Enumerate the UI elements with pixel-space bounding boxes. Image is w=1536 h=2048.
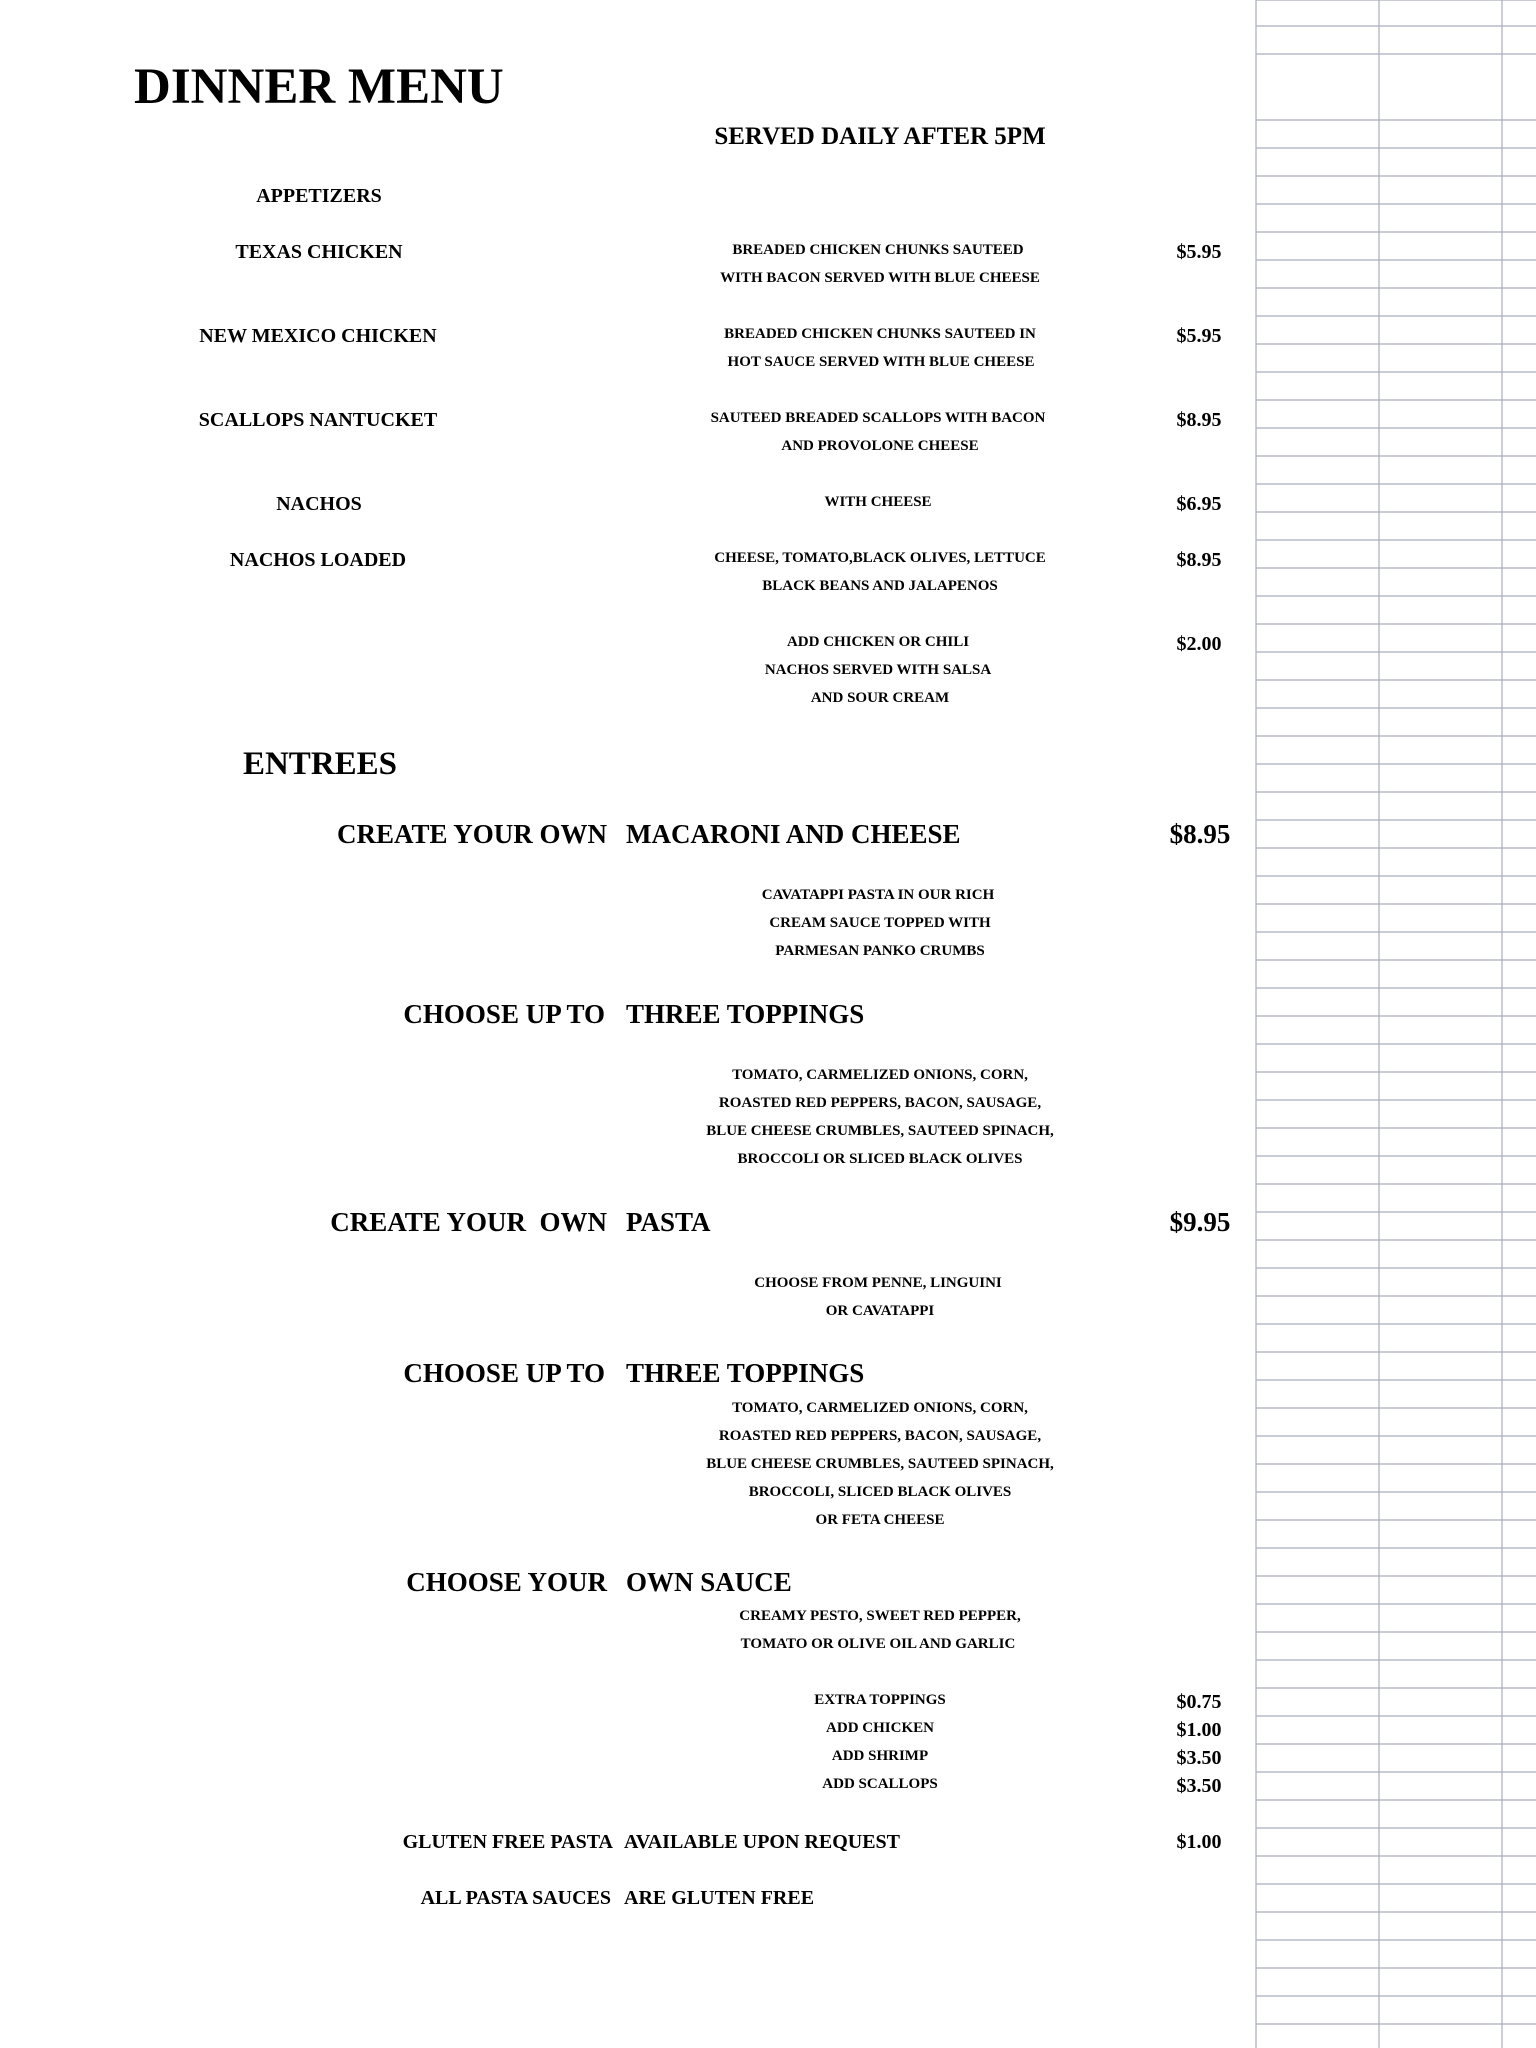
item-price: $8.95 [1176, 409, 1222, 431]
page-title: DINNER MENU [134, 59, 504, 115]
addon-price: $2.00 [1176, 633, 1222, 655]
toppings-label-left: CHOOSE UP TO [403, 999, 605, 1029]
item-name: TEXAS CHICKEN [235, 241, 403, 263]
gluten-free-right: AVAILABLE UPON REQUEST [624, 1831, 901, 1853]
sauce-label-left: CHOOSE YOUR [406, 1567, 607, 1597]
entree-price: $8.95 [1169, 819, 1231, 849]
sauce-list: CREAMY PESTO, SWEET RED PEPPER, [739, 1608, 1021, 1624]
item-desc: WITH BACON SERVED WITH BLUE CHEESE [720, 270, 1040, 286]
toppings-list: ROASTED RED PEPPERS, BACON, SAUSAGE, [718, 1428, 1042, 1444]
toppings-list: BROCCOLI OR SLICED BLACK OLIVES [737, 1151, 1023, 1167]
item-price: $5.95 [1176, 325, 1222, 347]
item-desc: BREADED CHICKEN CHUNKS SAUTEED IN [724, 326, 1036, 342]
toppings-list: BLUE CHEESE CRUMBLES, SAUTEED SPINACH, [706, 1456, 1054, 1472]
entree-label-right: PASTA [626, 1207, 711, 1237]
toppings-list: TOMATO, CARMELIZED ONIONS, CORN, [732, 1067, 1028, 1083]
item-desc: CHEESE, TOMATO,BLACK OLIVES, LETTUCE [714, 550, 1046, 566]
entree-desc: PARMESAN PANKO CRUMBS [775, 943, 985, 959]
extra-label: ADD CHICKEN [826, 1720, 934, 1736]
addon-desc: ADD CHICKEN OR CHILI [786, 634, 970, 650]
extra-price: $3.50 [1176, 1775, 1222, 1797]
toppings-list: BROCCOLI, SLICED BLACK OLIVES [748, 1484, 1012, 1500]
sauces-note-right: ARE GLUTEN FREE [624, 1887, 815, 1909]
extra-label: ADD SHRIMP [831, 1748, 929, 1764]
toppings-list: OR FETA CHEESE [815, 1512, 945, 1528]
item-desc: HOT SAUCE SERVED WITH BLUE CHEESE [727, 354, 1035, 370]
item-desc: AND PROVOLONE CHEESE [781, 438, 979, 454]
addon-desc: NACHOS SERVED WITH SALSA [764, 662, 992, 678]
entree-desc: OR CAVATAPPI [825, 1303, 935, 1319]
entree-desc: CHOOSE FROM PENNE, LINGUINI [754, 1275, 1002, 1291]
item-price: $5.95 [1176, 241, 1222, 263]
entree-desc: CAVATAPPI PASTA IN OUR RICH [761, 887, 995, 903]
entrees-heading: ENTREES [242, 746, 398, 782]
extra-label: ADD SCALLOPS [822, 1776, 938, 1792]
extra-price: $0.75 [1176, 1691, 1222, 1713]
toppings-label-right: THREE TOPPINGS [626, 1358, 865, 1388]
extra-price: $1.00 [1176, 1719, 1222, 1741]
page-subtitle: SERVED DAILY AFTER 5PM [714, 123, 1046, 150]
extra-label: EXTRA TOPPINGS [814, 1692, 946, 1708]
item-desc: SAUTEED BREADED SCALLOPS WITH BACON [710, 410, 1046, 426]
gluten-free-price: $1.00 [1176, 1831, 1222, 1853]
entree-desc: CREAM SAUCE TOPPED WITH [769, 915, 991, 931]
item-name: NACHOS [276, 493, 362, 515]
toppings-list: ROASTED RED PEPPERS, BACON, SAUSAGE, [718, 1095, 1042, 1111]
gluten-free-left: GLUTEN FREE PASTA [402, 1831, 613, 1853]
extra-price: $3.50 [1176, 1747, 1222, 1769]
toppings-label-right: THREE TOPPINGS [626, 999, 865, 1029]
item-price: $6.95 [1176, 493, 1222, 515]
toppings-list: TOMATO, CARMELIZED ONIONS, CORN, [732, 1400, 1028, 1416]
sauce-label-right: OWN SAUCE [626, 1567, 792, 1597]
appetizers-heading: APPETIZERS [256, 185, 382, 207]
item-desc: WITH CHEESE [824, 494, 932, 510]
entree-label-left: CREATE YOUR OWN [336, 819, 607, 849]
sauce-list: TOMATO OR OLIVE OIL AND GARLIC [740, 1636, 1016, 1652]
item-price: $8.95 [1176, 549, 1222, 571]
toppings-label-left: CHOOSE UP TO [403, 1358, 605, 1388]
toppings-list: BLUE CHEESE CRUMBLES, SAUTEED SPINACH, [706, 1123, 1054, 1139]
entree-label-right: MACARONI AND CHEESE [626, 819, 961, 849]
entree-label-left: CREATE YOUR OWN [330, 1207, 607, 1237]
item-name: NEW MEXICO CHICKEN [199, 325, 437, 347]
item-desc: BREADED CHICKEN CHUNKS SAUTEED [732, 242, 1024, 258]
spreadsheet-gridlines [1252, 0, 1536, 2048]
item-desc: BLACK BEANS AND JALAPENOS [762, 578, 998, 594]
item-name: SCALLOPS NANTUCKET [198, 409, 438, 431]
addon-desc: AND SOUR CREAM [810, 690, 950, 706]
sauces-note-left: ALL PASTA SAUCES [420, 1887, 611, 1909]
entree-price: $9.95 [1169, 1207, 1231, 1237]
item-name: NACHOS LOADED [229, 549, 407, 571]
